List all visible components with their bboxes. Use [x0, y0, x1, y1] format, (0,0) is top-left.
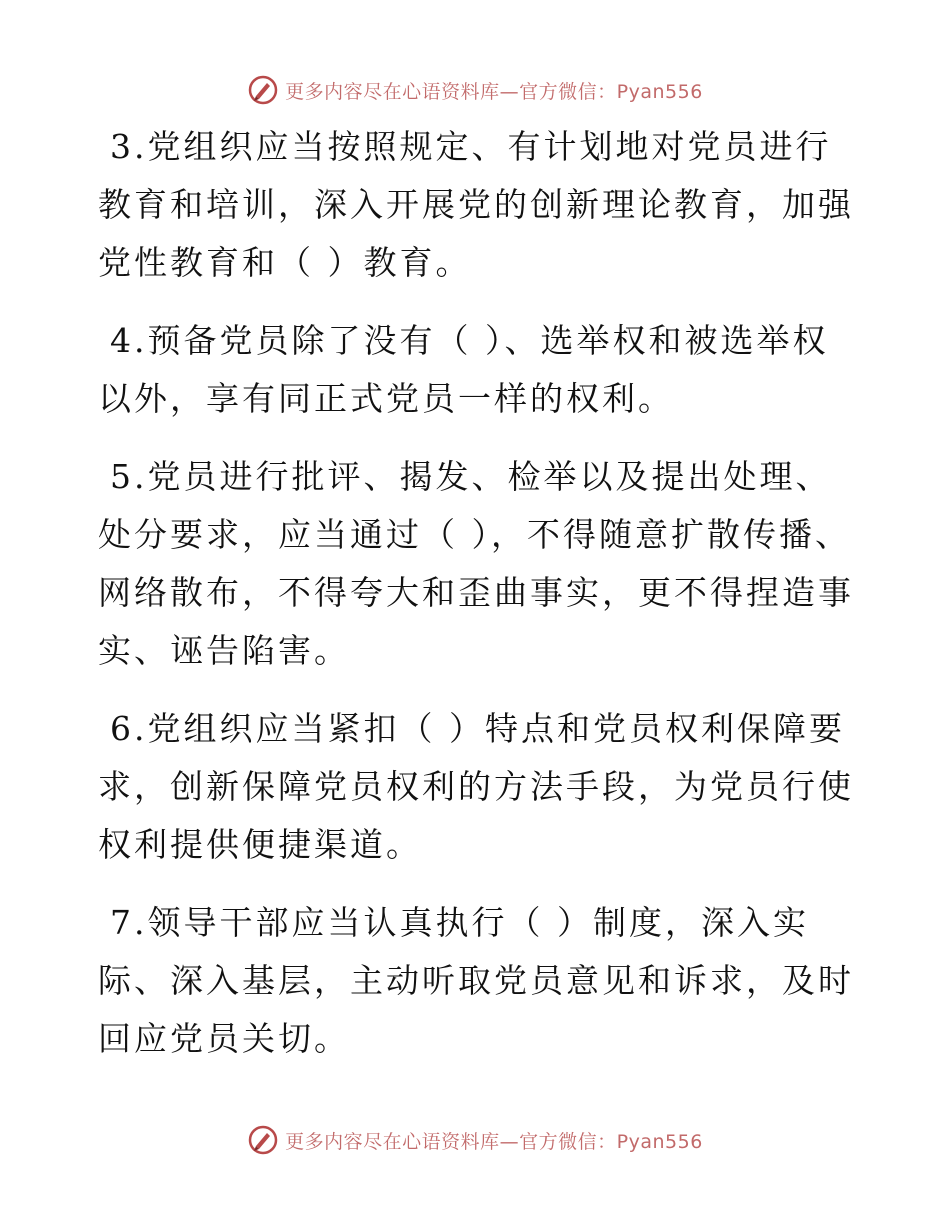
pen-logo-icon [247, 74, 279, 106]
pen-logo-icon [247, 1124, 279, 1156]
question-list [98, 118, 858, 1088]
question-5: 5.党员进行批评、揭发、检举以及提出处理、处分要求，应当通过（ ），不得随意扩散传播、网络散布，不得夸大和歪曲事实，更不得捏造事实、诬告陷害。 [98, 457, 854, 670]
header-banner-text: 更多内容尽在心语资料库—官方微信：Pyan556 [285, 80, 703, 103]
question-6: 6.党组织应当紧扣（ ）特点和党员权利保障要求，创新保障党员权利的方法手段，为党员行使权利提供便捷渠道。 [98, 709, 854, 864]
footer-banner-text: 更多内容尽在心语资料库—官方微信：Pyan556 [285, 1130, 703, 1153]
question-4: 4.预备党员除了没有（ ）、选举权和被选举权以外，享有同正式党员一样的权利。 [98, 321, 829, 418]
footer-watermark [0, 1120, 950, 1160]
question-7: 7.领导干部应当认真执行（ ）制度，深入实际、深入基层，主动听取党员意见和诉求，及时回应党员关切。 [98, 903, 854, 1058]
question-3: 3.党组织应当按照规定、有计划地对党员进行教育和培训，深入开展党的创新理论教育，加强党性教育和（ ）教育。 [98, 127, 854, 282]
header-watermark [0, 70, 950, 110]
